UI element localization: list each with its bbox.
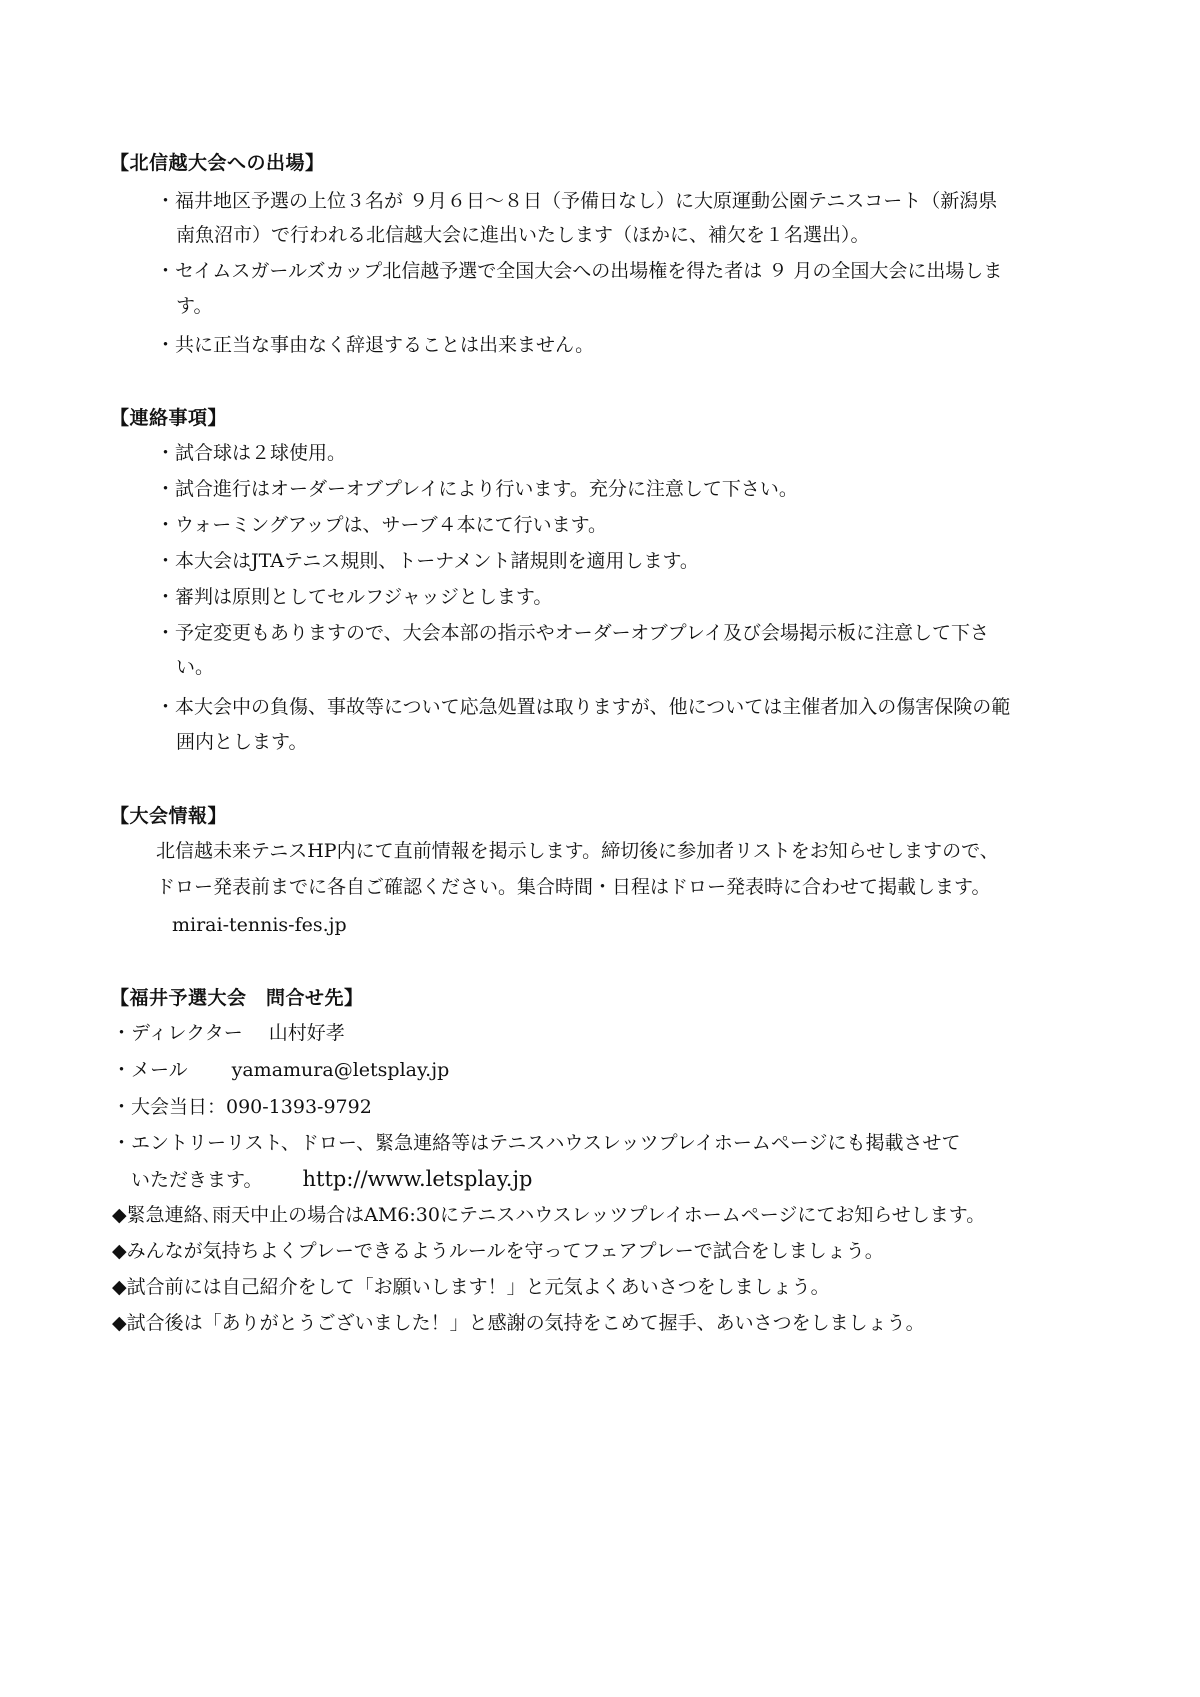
section-heading-taikai: 【大会情報】 — [110, 805, 228, 827]
contact-director — [112, 1020, 345, 1046]
entry-text: いただきます。 — [131, 1169, 263, 1191]
contact-entry-line1: ・エントリーリスト、ドロー、緊急連絡等はテニスハウスレッツプレイホームページにも掲載させて — [112, 1132, 961, 1154]
info-paragraph-line2: ドロー発表前までに各自ご確認ください。集合時間・日程はドロー発表時に合わせて掲載します。 — [156, 876, 991, 898]
bullet-schedule-change-line1: ・予定変更もありますので、大会本部の指示やオーダーオブプレイ及び会場掲示板に注意して下さ — [156, 622, 989, 644]
bullet-order-of-play: ・試合進行はオーダーオブプレイにより行います。充分に注意して下さい。 — [156, 478, 798, 500]
bullet-seimus-line1: ・セイムスガールズカップ北信越予選で全国大会への出場権を得た者は ９ 月の全国大会に出場しま — [156, 260, 1003, 282]
contact-mail — [112, 1057, 449, 1083]
section-heading-hokushinetsu: 【北信越大会への出場】 — [110, 152, 325, 174]
info-url[interactable]: mirai-tennis-fes.jp — [172, 914, 347, 936]
bullet-self-judge: ・審判は原則としてセルフジャッジとします。 — [156, 586, 553, 608]
bullet-seimus-line2: す。 — [176, 295, 213, 317]
section-heading-renraku: 【連絡事項】 — [110, 407, 228, 429]
info-paragraph-line1: 北信越未来テニスHP内にて直前情報を掲示します。締切後に参加者リストをお知らせしますので、 — [156, 840, 999, 862]
note-greeting-after: ◆試合後は「ありがとうございました！」と感謝の気持をこめて握手、あいさつをしましょう。 — [112, 1312, 925, 1334]
bullet-balls: ・試合球は２球使用。 — [156, 442, 347, 464]
note-greeting-before: ◆試合前には自己紹介をして「お願いします！」と元気よくあいさつをしましょう。 — [112, 1276, 830, 1298]
bullet-schedule-change-line2: い。 — [176, 656, 215, 678]
director-label: ・ディレクター — [112, 1022, 243, 1044]
bullet-qualifiers-line1: ・福井地区予選の上位３名が ９月６日～８日（予備日なし）に大原運動公園テニスコート（新潟県 — [156, 190, 998, 212]
section-heading-contact: 【福井予選大会 問合せ先】 — [110, 987, 364, 1009]
bullet-injury-line2: 囲内とします。 — [176, 731, 308, 753]
bullet-rules: ・本大会はJTAテニス規則、トーナメント諸規則を適用します。 — [156, 550, 699, 572]
bullet-no-withdrawal: ・共に正当な事由なく辞退することは出来ません。 — [156, 334, 595, 356]
note-fairplay: ◆みんなが気持ちよくプレーできるようルールを守ってフェアプレーで試合をしましょう。 — [112, 1240, 884, 1262]
director-name: 山村好孝 — [268, 1022, 345, 1044]
bullet-warmup: ・ウォーミングアップは、サーブ４本にて行います。 — [156, 514, 608, 536]
note-emergency: ◆緊急連絡､雨天中止の場合はAM6:30にテニスハウスレッツプレイホームページにてお知らせします。 — [112, 1204, 986, 1226]
entry-url[interactable]: http://www.letsplay.jp — [302, 1167, 533, 1191]
mail-label: ・メール — [112, 1059, 188, 1081]
bullet-qualifiers-line2: 南魚沼市）で行われる北信越大会に進出いたします（ほかに、補欠を１名選出）。 — [176, 224, 870, 246]
contact-phone: ・大会当日：090-1393-9792 — [112, 1096, 372, 1118]
contact-entry-line2 — [131, 1166, 532, 1193]
bullet-injury-line1: ・本大会中の負傷、事故等について応急処置は取りますが、他については主催者加入の傷害保険の範 — [156, 696, 1011, 718]
mail-address[interactable]: yamamura@letsplay.jp — [231, 1059, 450, 1081]
